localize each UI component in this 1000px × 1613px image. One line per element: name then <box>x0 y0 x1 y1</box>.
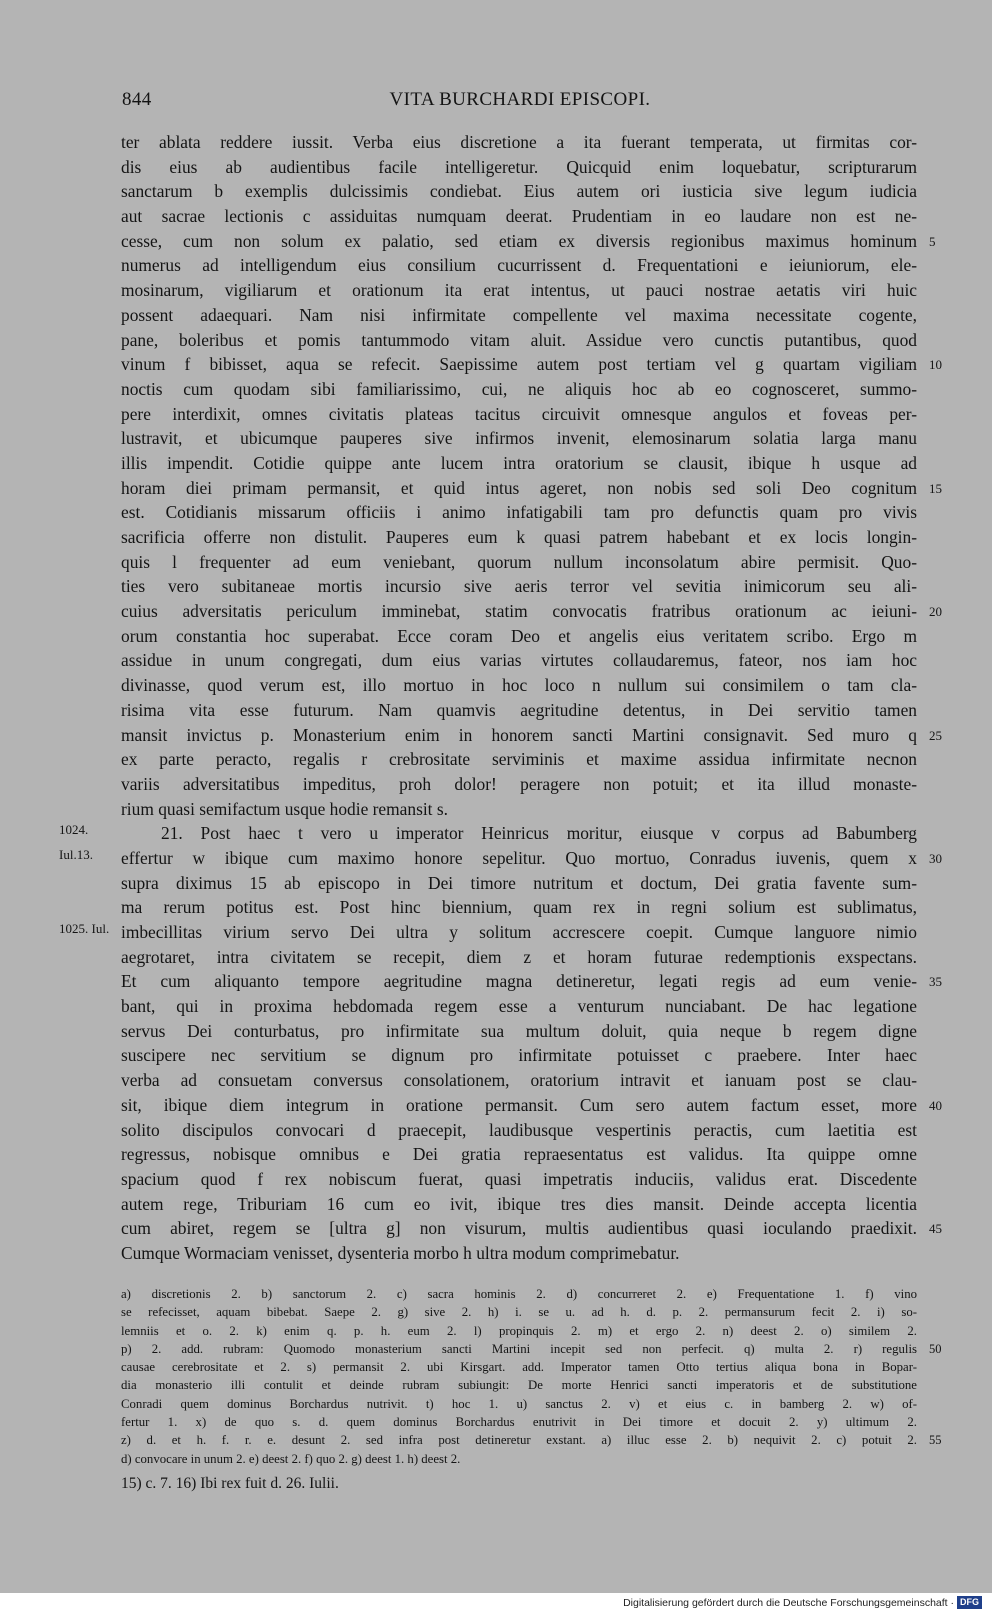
body-line-text: bant, qui in proxima hebdomada regem esse a venturum nunciabant. De hac legatione <box>121 996 917 1017</box>
body-line <box>121 723 942 748</box>
body-line <box>121 969 942 994</box>
body-line <box>121 648 917 673</box>
body-line-text: sacrificia offerre non distulit. Pauperes eum k quasi patrem habebant et ex locis longin- <box>121 527 917 547</box>
body-line-text: possent adaequari. Nam nisi infirmitate compellente vel maxima necessitate cogente, <box>121 304 917 325</box>
body-line-text: cesse, cum non solum ex palatio, sed etiam ex diversis regionibus maximus hominum <box>121 230 917 251</box>
margin-date: 1025. Iul. <box>59 921 110 936</box>
body-line <box>121 229 936 254</box>
running-title: VITA BURCHARDI EPISCOPI. <box>389 89 651 110</box>
line-number: 45 <box>929 1221 942 1237</box>
body-line <box>121 1118 917 1143</box>
body-line-text: dis eius ab audientibus facile intelligeretur. Quicquid enim loquebatur, scripturarum <box>121 156 917 177</box>
body-line <box>121 797 917 822</box>
footnote-line <box>121 1431 942 1449</box>
line-number: 55 <box>929 1433 942 1448</box>
body-line-text: assidue in unum congregati, dum eius varias virtutes collaudaremus, fateor, nos iam hoc <box>121 650 917 671</box>
body-line-text: numerus ad intelligendum eius consilium cucurrissent d. Frequentationi e ieiuniorum, ele- <box>121 255 917 276</box>
body-line <box>121 747 917 772</box>
footnote-line-text: Conradi quem dominus Borchardus nutrivit. t) hoc 1. u) sanctus 2. v) et eius c. in bamberg 2. w) of- <box>121 1396 917 1411</box>
footnote-line-text: causae cerebrositate et 2. s) permansit 2. ubi Kirsgart. add. Imperator tamen Otto tertius aliqua bona in Bopar- <box>121 1360 917 1375</box>
body-line-text: vinum f bibisset, aqua se refecit. Saepissime autem post tertiam vel g quartam vigiliam <box>121 354 917 375</box>
body-line <box>121 500 917 525</box>
footnote-line <box>121 1358 917 1376</box>
body-line-text: Cumque Wormaciam venisset, dysenteria morbo h ultra modum comprimebatur. <box>121 1242 680 1263</box>
body-line <box>121 1241 917 1266</box>
body-line-text: rium quasi semifactum usque hodie remansit s. <box>121 798 448 819</box>
line-number: 35 <box>929 974 942 990</box>
body-line <box>121 525 917 550</box>
body-line-text: ma rerum potitus est. Post hinc biennium, quam rex in regni solium est sublimatus, <box>121 897 917 918</box>
footnote-line-text: d) convocare in unum 2. e) deest 2. f) quo 2. g) deest 1. h) deest 2. <box>121 1451 461 1466</box>
body-line-text: mansit invictus p. Monasterium enim in honorem sancti Martini consignavit. Sed muro q <box>121 724 917 745</box>
body-line <box>121 1142 917 1167</box>
body-line-text: divinasse, quod verum est, illo mortuo in hoc loco n nullum sui consimilem o tam cla- <box>121 675 917 696</box>
body-line <box>121 253 917 278</box>
body-line <box>121 1019 917 1044</box>
line-number: 40 <box>929 1097 942 1113</box>
footnote-line <box>121 1376 917 1394</box>
body-line <box>121 574 917 599</box>
body-line <box>121 204 917 229</box>
body-line <box>121 673 917 698</box>
body-line <box>121 278 917 303</box>
body-line <box>121 451 917 476</box>
body-line <box>121 1216 942 1241</box>
page-header <box>122 89 918 117</box>
body-line <box>121 426 917 451</box>
line-number: 25 <box>929 727 942 743</box>
body-line-text: lustravit, et ubicumque pauperes sive infirmos invenit, elemosinarum solatia larga manu <box>121 428 917 449</box>
footnote-line <box>121 1395 917 1413</box>
footnote-line-text: a) discretionis 2. b) sanctorum 2. c) sacra hominis 2. d) concurreret 2. e) Frequentatione 1. f) vino <box>121 1287 917 1301</box>
body-line <box>121 1043 917 1068</box>
body-line <box>121 179 917 204</box>
body-line <box>121 352 942 377</box>
footnote-line <box>121 1322 917 1340</box>
body-line <box>121 328 917 353</box>
footnote-line-text: lemniis et o. 2. k) enim q. p. h. eum 2. l) propinquis 2. m) et ergo 2. n) deest 2. o) similem 2. <box>121 1323 917 1338</box>
body-line <box>121 624 917 649</box>
line-number: 50 <box>929 1341 942 1356</box>
margin-date: 1024. <box>59 822 89 838</box>
body-line-text: pere interdixit, omnes civitatis plateas tacitus circuivit omnesque angulos et foveas per- <box>121 403 917 424</box>
main-text <box>59 130 942 1266</box>
footnote-line-text: fertur 1. x) de quo s. d. quem dominus Borchardus enutrivit in Dei timore et docuit 2. y) ultimum 2. <box>121 1415 917 1430</box>
margin-date: Iul.13. <box>59 846 93 862</box>
line-number: 20 <box>929 604 942 620</box>
body-line-text: cuius adversitatis periculum imminebat, statim convocatis fratribus orationum ac ieiuni- <box>121 601 917 622</box>
body-line-text: verba ad consuetam conversus consolationem, oratorium intravit et ianuam post se clau- <box>121 1070 917 1091</box>
body-line <box>121 895 917 920</box>
body-line-text: spacium quod f rex nobiscum fuerat, quasi impetratis induciis, validus erat. Discedente <box>121 1168 917 1189</box>
body-line-text: sit, ibique diem integrum in oratione permansit. Cum sero autem factum esset, more <box>121 1094 917 1115</box>
body-line-text: suscipere nec servitium se dignum pro infirmitate potuisset c praebere. Inter haec <box>121 1045 917 1066</box>
body-line <box>121 303 917 328</box>
footnote-line <box>121 1413 917 1431</box>
dfg-logo: DFG <box>957 1596 982 1609</box>
credit-text: Digitalisierung gefördert durch die Deutsche Forschungsgemeinschaft · <box>623 1596 954 1609</box>
body-line <box>59 821 917 846</box>
footnote-line <box>121 1450 917 1468</box>
body-line-text: cum abiret, regem se [ultra g] non visurum, multis audientibus quasi ioculando praedixit. <box>121 1218 917 1239</box>
body-line-text: ex parte peracto, regalis r crebrositate serviminis et maxime assidua infirmitate necnon <box>121 749 917 770</box>
body-line <box>121 1167 917 1192</box>
body-line-text: ter ablata reddere iussit. Verba eius discretione a ita fuerant temperata, ut firmitas cor- <box>121 132 917 152</box>
body-line-text: Et cum aliquanto tempore aegritudine magna detineretur, legati regis ad eum venie- <box>121 971 917 992</box>
page-number: 844 <box>122 89 152 110</box>
body-line-text: noctis cum quodam sibi familiarissimo, cui, ne aliquis hoc ab eo cognosceret, summo- <box>121 378 917 399</box>
body-line-text: autem rege, Triburiam 16 cum eo ivit, ibique tres dies mansit. Deinde accepta licentia <box>121 1193 917 1214</box>
body-line-text: solito discipulos convocari d praecepit, laudibusque vespertinis peractis, cum laetitia est <box>121 1119 917 1140</box>
footnote-line-text: z) d. et h. f. r. e. desunt 2. sed infra post detineretur exstant. a) illuc esse 2. b) nequivit 2. c) potuit 2. <box>121 1433 917 1448</box>
footnote-line <box>121 1285 917 1303</box>
body-line-text: illis impendit. Cotidie quippe ante lucem intra oratorium se clausit, ibique h usque ad <box>121 452 917 473</box>
body-line <box>121 130 917 155</box>
body-line-text: regressus, nobisque omnibus e Dei gratia repraesentatus est validus. Ita quippe omne <box>121 1144 917 1165</box>
body-line-text: sanctarum b exemplis dulcissimis condiebat. Eius autem ori iusticia sive legum iudicia <box>121 181 917 202</box>
body-line-text: variis adversitatibus impeditus, proh dolor! peragere non potuit; et ita illud monaste- <box>121 773 917 794</box>
body-line-text: imbecillitas virium servo Dei ultra y solitum accrescere coepit. Cumque languore nimio <box>121 922 917 942</box>
body-line <box>121 945 917 970</box>
body-line <box>121 871 917 896</box>
line-number: 15 <box>929 480 942 496</box>
footnote-line-text: dia monasterio illi contulit et deinde rubram subiungit: De morte Henrici sancti imperatoris et de substitutione <box>121 1378 917 1393</box>
footnote-line <box>121 1303 917 1321</box>
body-line <box>121 1093 942 1118</box>
body-line <box>121 994 917 1019</box>
body-line <box>121 550 917 575</box>
body-line-text: horam diei primam permansit, et quid intus ageret, non nobis sed soli Deo cognitum <box>121 477 917 498</box>
body-line-text: 21. Post haec t vero u imperator Heinricus moritur, eiusque v corpus ad Babumberg <box>161 823 917 844</box>
body-line <box>121 402 917 427</box>
body-line <box>121 377 917 402</box>
body-line-text: effertur w ibique cum maximo honore sepelitur. Quo mortuo, Conradus iuvenis, quem x <box>121 847 917 868</box>
references: 15) c. 7. 16) Ibi rex fuit d. 26. Iulii. <box>121 1475 339 1492</box>
body-line <box>121 698 917 723</box>
line-number: 10 <box>929 357 942 373</box>
line-number: 5 <box>929 233 936 249</box>
digitization-credit <box>623 1596 982 1609</box>
body-line-text: quis l frequenter ad eum veniebant, quorum nullum inconsolatum abire permisit. Quo- <box>121 551 917 572</box>
body-line <box>121 476 942 501</box>
body-line-text: ties vero subitaneae mortis incursio sive aeris terror vel sevitia inimicorum seu ali- <box>121 576 917 597</box>
body-line <box>59 846 942 871</box>
footnote-line-text: se refecisset, aquam bibebat. Saepe 2. g) sive 2. h) i. se u. ad h. d. p. 2. permansurum fecit 2. i) so- <box>121 1305 917 1320</box>
body-line-text: orum constantia hoc superabat. Ecce coram Deo et angelis eius veritatem scribo. Ergo m <box>121 625 917 646</box>
body-line-text: servus Dei conturbatus, pro infirmitate sua multum doluit, quia neque b regem digne <box>121 1020 917 1041</box>
footnotes <box>121 1285 942 1468</box>
body-line <box>121 1192 917 1217</box>
body-line <box>121 772 917 797</box>
body-line <box>59 920 917 945</box>
body-line-text: mosinarum, vigiliarum et orationum ita erat intentus, ut pauci nostrae aetatis viri huic <box>121 280 917 301</box>
body-line-text: pane, boleribus et pomis tantummodo vitam aluit. Assidue vero cunctis putantibus, quod <box>121 329 917 350</box>
body-line <box>121 155 917 180</box>
body-line-text: aegrotaret, intra civitatem se recepit, diem z et horam futurae redemptionis exspectans. <box>121 946 917 967</box>
footnote-line-text: p) 2. add. rubram: Quomodo monasterium sancti Martini incepit sed non perfecit. q) multa 2. r) regulis <box>121 1341 917 1356</box>
body-line <box>121 1068 917 1093</box>
body-line <box>121 599 942 624</box>
body-line-text: est. Cotidianis missarum officiis i animo infatigabili tam pro defunctis quam pro vivis <box>121 502 917 523</box>
footnote-line <box>121 1340 942 1358</box>
line-number: 30 <box>929 850 942 866</box>
body-line-text: aut sacrae lectionis c assiduitas numquam deerat. Prudentiam in eo laudare non est ne- <box>121 206 917 227</box>
body-line-text: risima vita esse futurum. Nam quamvis aegritudine detentus, in Dei servitio tamen <box>121 699 917 720</box>
body-line-text: supra diximus 15 ab episcopo in Dei timore nutritum et doctum, Dei gratia favente sum- <box>121 872 917 893</box>
